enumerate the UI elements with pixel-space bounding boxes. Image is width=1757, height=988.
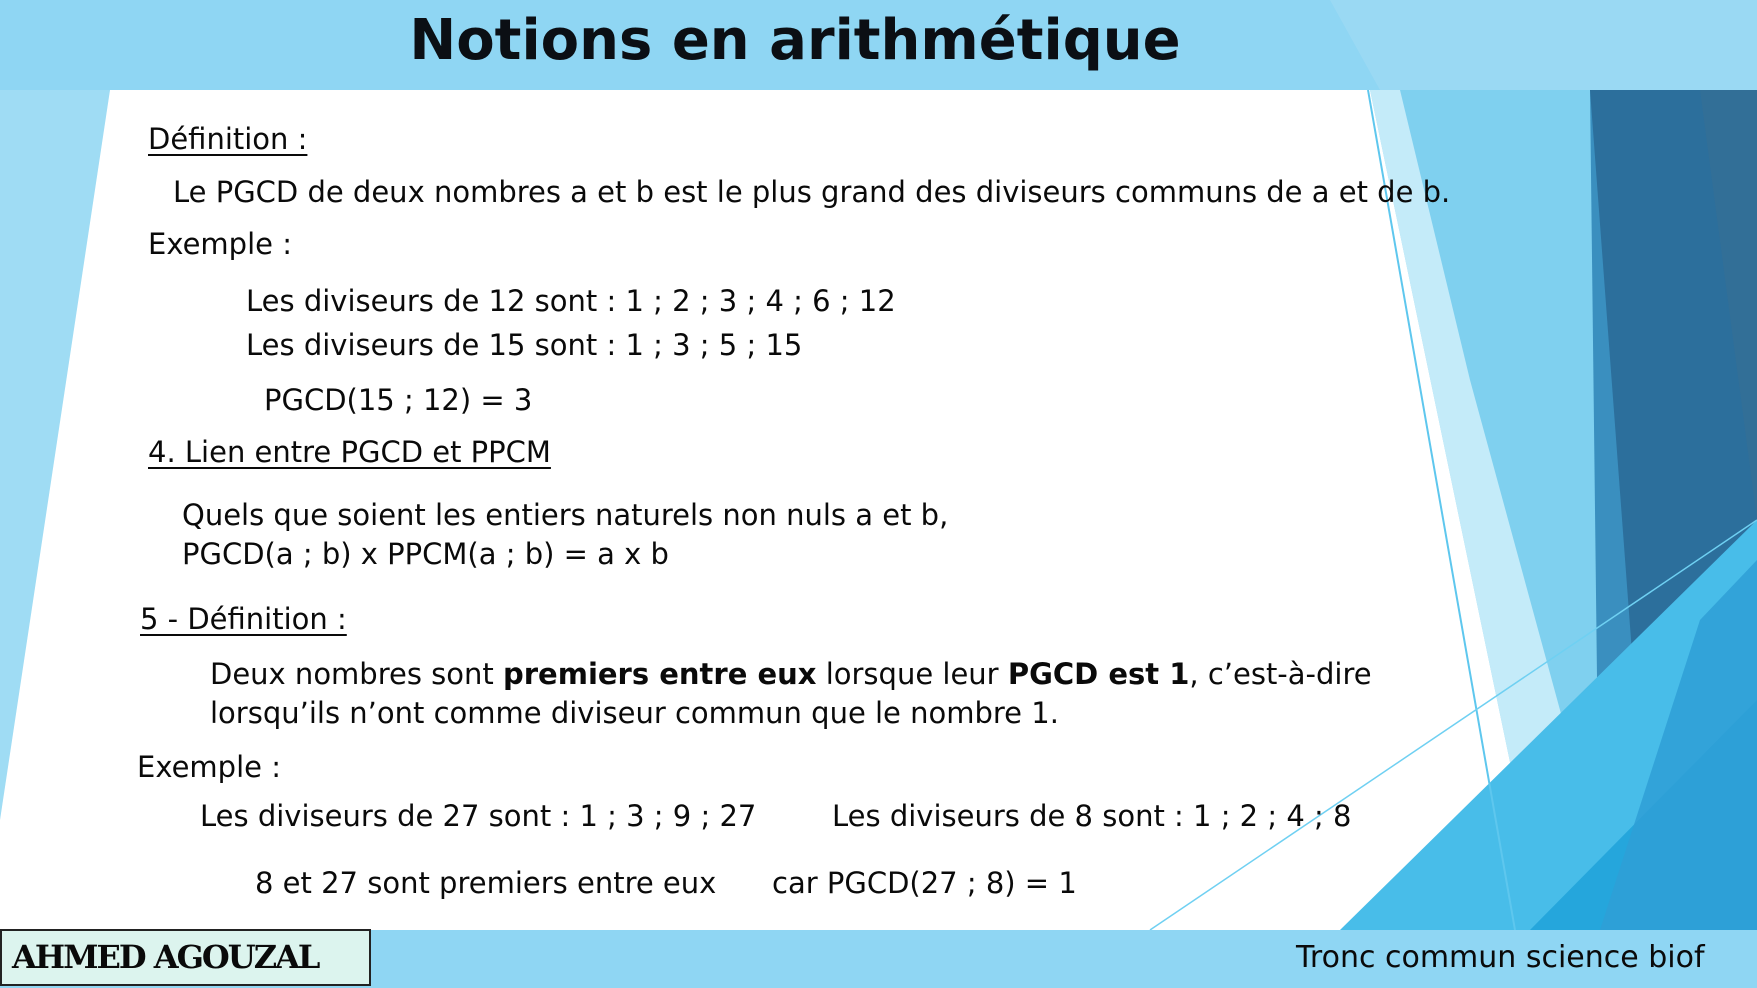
example2-divisors-8: Les diviseurs de 8 sont : 1 ; 2 ; 4 ; 8	[832, 799, 1352, 833]
definition-heading: Définition :	[148, 122, 308, 156]
author-name: AHMED AGOUZAL	[0, 929, 371, 986]
example1-result: PGCD(15 ; 12) = 3	[264, 383, 533, 417]
bold-pgcd-est-1: PGCD est 1	[1007, 657, 1190, 691]
example2-divisors-27: Les diviseurs de 27 sont : 1 ; 3 ; 9 ; 27	[200, 799, 757, 833]
example2-heading: Exemple :	[137, 750, 281, 784]
section5-line2: lorsqu’ils n’ont comme diviseur commun que le nombre 1.	[210, 696, 1059, 730]
section4-heading: 4. Lien entre PGCD et PPCM	[148, 435, 551, 469]
section5-heading: 5 - Définition :	[140, 602, 347, 636]
definition-text: Le PGCD de deux nombres a et b est le plus grand des diviseurs communs de a et de b.	[173, 175, 1451, 209]
section4-line1: Quels que soient les entiers naturels non nuls a et b,	[182, 498, 949, 532]
section5-line1: Deux nombres sont premiers entre eux lorsque leur PGCD est 1, c’est-à-dire	[210, 657, 1372, 691]
example1-heading: Exemple :	[148, 227, 292, 261]
example1-line1: Les diviseurs de 12 sont : 1 ; 2 ; 3 ; 4 ; 6 ; 12	[246, 284, 896, 318]
course-level: Tronc commun science biof	[1296, 940, 1705, 975]
example2-conclusion: 8 et 27 sont premiers entre eux	[255, 866, 717, 900]
example2-reason: car PGCD(27 ; 8) = 1	[772, 866, 1077, 900]
example1-line2: Les diviseurs de 15 sont : 1 ; 3 ; 5 ; 15	[246, 328, 803, 362]
bold-premiers-entre-eux: premiers entre eux	[503, 657, 817, 691]
section4-line2: PGCD(a ; b) x PPCM(a ; b) = a x b	[182, 537, 669, 571]
slide-title: Notions en arithmétique	[409, 8, 1181, 73]
